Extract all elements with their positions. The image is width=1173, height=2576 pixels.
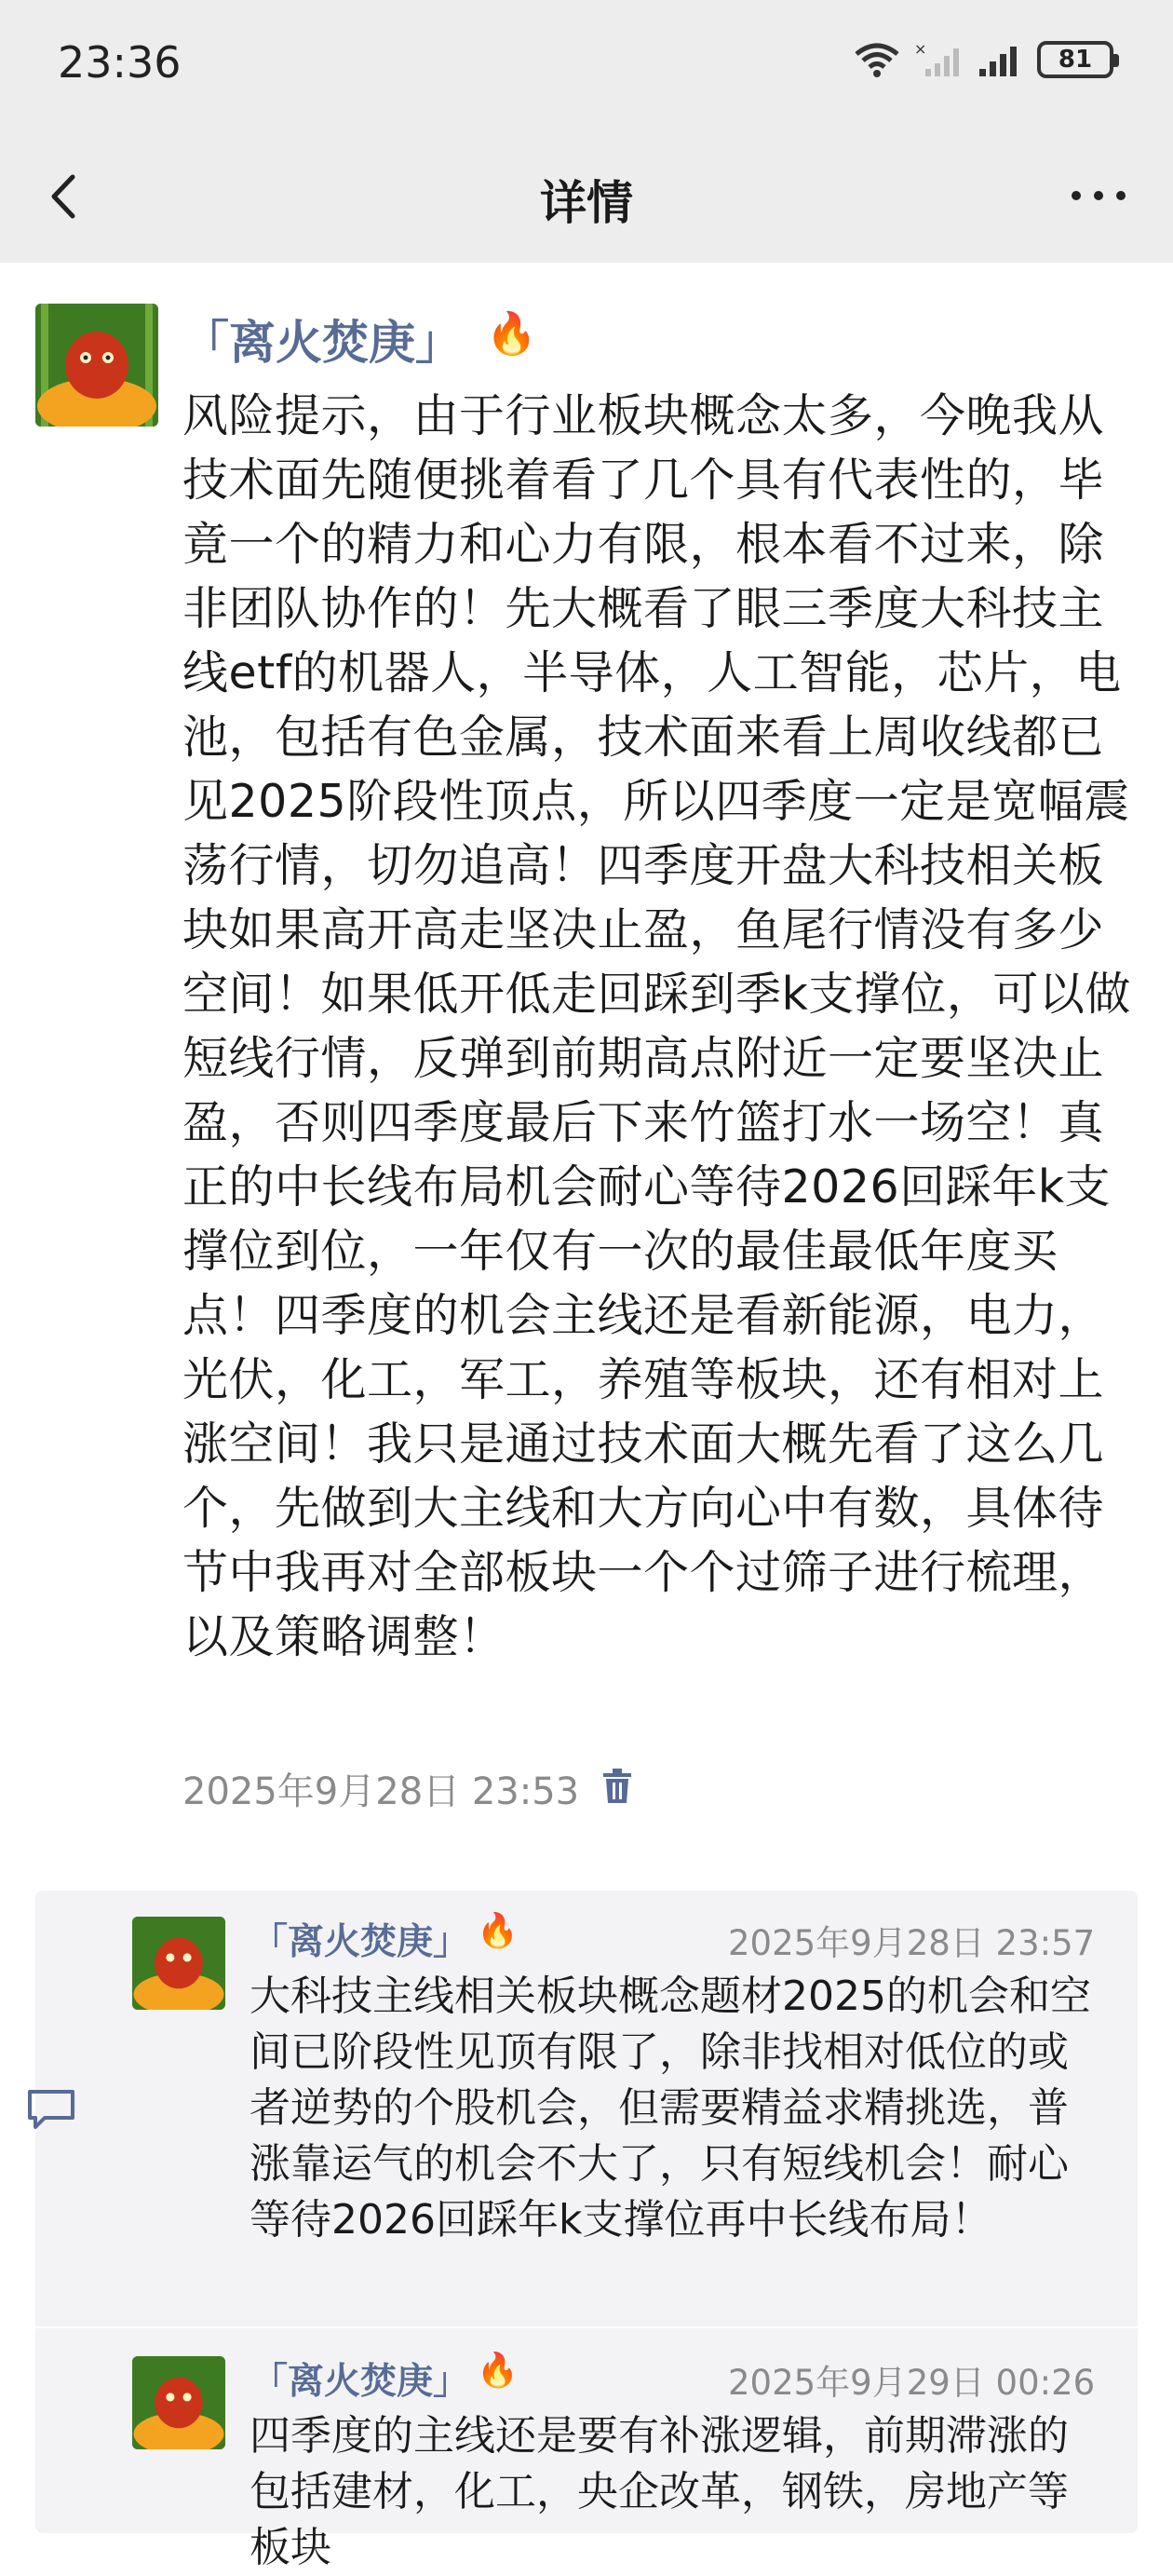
comment-author-name[interactable]: 「离火焚庚」 xyxy=(251,1921,470,1963)
comment-divider xyxy=(35,2326,1138,2328)
comment-body-text[interactable]: 四季度的主线还是要有补涨逻辑，前期滞涨的包括建材，化工，央企改革，钢铁，房地产等板块 xyxy=(249,2412,1069,2571)
trash-icon xyxy=(600,1766,635,1805)
post-avatar[interactable] xyxy=(35,304,158,427)
comment-timestamp: 2025年9月28日 23:57 xyxy=(728,1923,1096,1963)
post-author-label: 「离火焚庚」 xyxy=(182,316,462,370)
more-button[interactable] xyxy=(1061,168,1136,224)
page-title: 详情 xyxy=(540,176,633,230)
status-bar xyxy=(0,0,1173,130)
battery-icon xyxy=(1037,41,1113,78)
comment-author-name[interactable]: 「离火焚庚」 xyxy=(251,2361,470,2403)
comment-avatar[interactable] xyxy=(132,2356,225,2449)
signal-icon-2 xyxy=(976,41,1024,78)
delete-button[interactable] xyxy=(600,1766,635,1805)
comment-avatar[interactable] xyxy=(132,1917,225,2010)
more-dots-icon xyxy=(1061,168,1136,224)
status-icons xyxy=(853,41,1113,78)
post-body-text: 风险提示，由于行业板块概念太多，今晚我从技术面先随便挑着看了几个具有代表性的，毕竟一个的精力和心力有限，根本看不过来，除非团队协作的！先大概看了眼三季度大科技主线etf的机器人，半导体，人工智能，芯片，电池，包括有色金属，技术面来看上周收线都已见2025阶段性顶点，所以四季度一定是宽幅震荡行情，切勿追高！四季度开盘大科技相关板块如果高开高走坚决止盈，鱼尾行情没有多少空间！如果低开低走回踩到季k支撑位，可以做短线行情，反弹到前期高点附近一定要坚决止盈，否则四季度最后下来竹篮打水一场空！真正的中长线布局机会耐心等待2026回踩年k支撑位到位，一年仅有一次的最佳最低年度买点！四季度的机会主线还是看新能源，电力，光伏，化工，军工，养殖等板块，还有相对上涨空间！我只是通过技术面大概先看了这么几个，先做到大主线和大方向心中有数，具体待节中我再对全部板块一个个过筛子进行梳理，以及策略调整！ xyxy=(182,389,1131,1663)
wifi-icon xyxy=(853,41,901,78)
post-author-name[interactable] xyxy=(182,305,462,373)
comment-timestamp: 2025年9月29日 00:26 xyxy=(728,2363,1096,2403)
comment-body-text[interactable]: 大科技主线相关板块概念题材2025的机会和空间已阶段性见顶有限了，除非找相对低位的或者逆势的个股机会，但需要精益求精挑选，普涨靠运气的机会不大了，只有短线机会！耐心等待2026回踩年k支撑位再中长线布局！ xyxy=(249,1973,1091,2244)
signal-icon-1 xyxy=(914,41,963,78)
flame-icon: 🔥 xyxy=(486,310,537,358)
nav-bar xyxy=(0,130,1173,263)
comment-icon xyxy=(24,2086,78,2133)
flame-icon: 🔥 xyxy=(477,2352,519,2390)
status-time: 23:36 xyxy=(58,37,182,88)
post-timestamp: 2025年9月28日 23:53 xyxy=(182,1770,580,1813)
flame-icon: 🔥 xyxy=(477,1912,519,1950)
svg-text:×: × xyxy=(914,41,927,58)
battery-level: 81 xyxy=(1058,46,1093,74)
